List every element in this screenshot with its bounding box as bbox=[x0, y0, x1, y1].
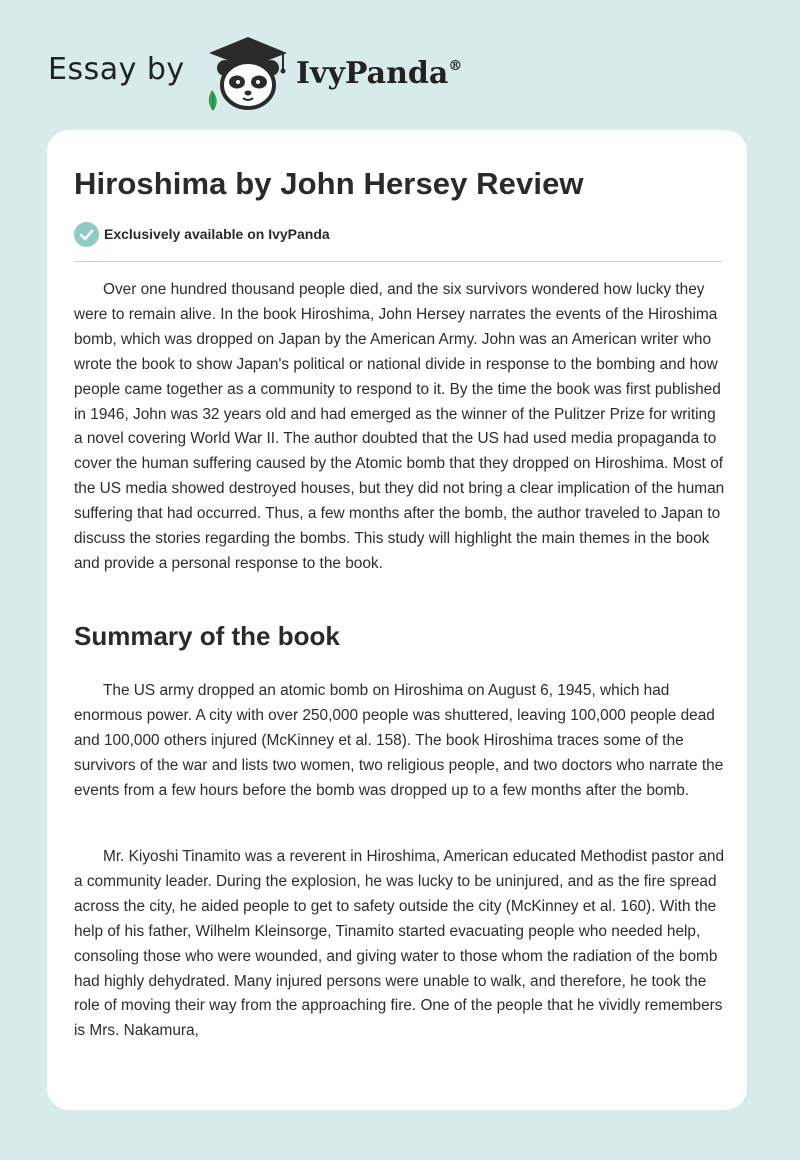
registered-mark: ® bbox=[448, 58, 463, 74]
essay-by-label: Essay by bbox=[48, 52, 185, 87]
availability-text: Exclusively available on IvyPanda bbox=[104, 226, 330, 242]
intro-paragraph: Over one hundred thousand people died, and the six survivors wondered how lucky they were to remain alive. In the book Hiroshima, John Hersey narrates the events of the Hiroshima bomb, which was dropped on Japan by the American Army. John was an American writer who wrote the book to show Japan's political or national divide in response to the bombing and how people came together as a community to respond to it. By the time the book was first published in 1946, John was 32 years old and had emerged as the winner of the Pulitzer Prize for writing a novel covering World War II. The author doubted that the US had used media propaganda to cover the human suffering caused by the Atomic bomb that they dropped on Hiroshima. Most of the US media showed destroyed houses, but they did not bring a clear implication of the human suffering that had occurred. Thus, a few months after the bomb, the author traveled to Japan to discuss the stories regarding the bombs. This study will highlight the main themes in the book and provide a personal response to the book. bbox=[74, 281, 725, 572]
section-heading: Summary of the book bbox=[74, 621, 340, 651]
summary-paragraph-2: Mr. Kiyoshi Tinamito was a reverent in Hiroshima, American educated Methodist pastor and a community leader. During the explosion, he was lucky to be uninjured, and as the fire spread across the city, he aided people to get to safety outside the city (McKinney et al. 160). With the help of his father, Wilhelm Kleinsorge, Tinamito started evacuating people who needed help, consoling those who were wounded, and giving water to those whom the radiation of the bomb had highly dehydrated. Many injured persons were unable to walk, and therefore, he took the role of moving their way from the approaching fire. One of the people that he vividly remembers is Mrs. Nakamura, bbox=[74, 848, 725, 1040]
panda-logo-icon[interactable] bbox=[203, 35, 293, 113]
brand-text: IvyPanda bbox=[296, 56, 449, 91]
page-title: Hiroshima by John Hersey Review bbox=[74, 166, 584, 201]
availability-badge bbox=[74, 221, 330, 247]
summary-paragraph-1: The US army dropped an atomic bomb on Hiroshima on August 6, 1945, which had enormous power. A city with over 250,000 people was shuttered, leaving 100,000 people dead and 100,000 others injured (McKinney et al. 158). The book Hiroshima traces some of the survivors of the war and lists two women, two religious people, and two doctors who narrate the events from a few hours before the bomb was dropped up to a few months after the bomb. bbox=[74, 682, 724, 799]
divider bbox=[74, 261, 722, 262]
site-header bbox=[48, 30, 748, 110]
brand-name[interactable] bbox=[296, 56, 462, 91]
checkmark-icon bbox=[74, 222, 99, 247]
essay-card bbox=[47, 130, 747, 1110]
